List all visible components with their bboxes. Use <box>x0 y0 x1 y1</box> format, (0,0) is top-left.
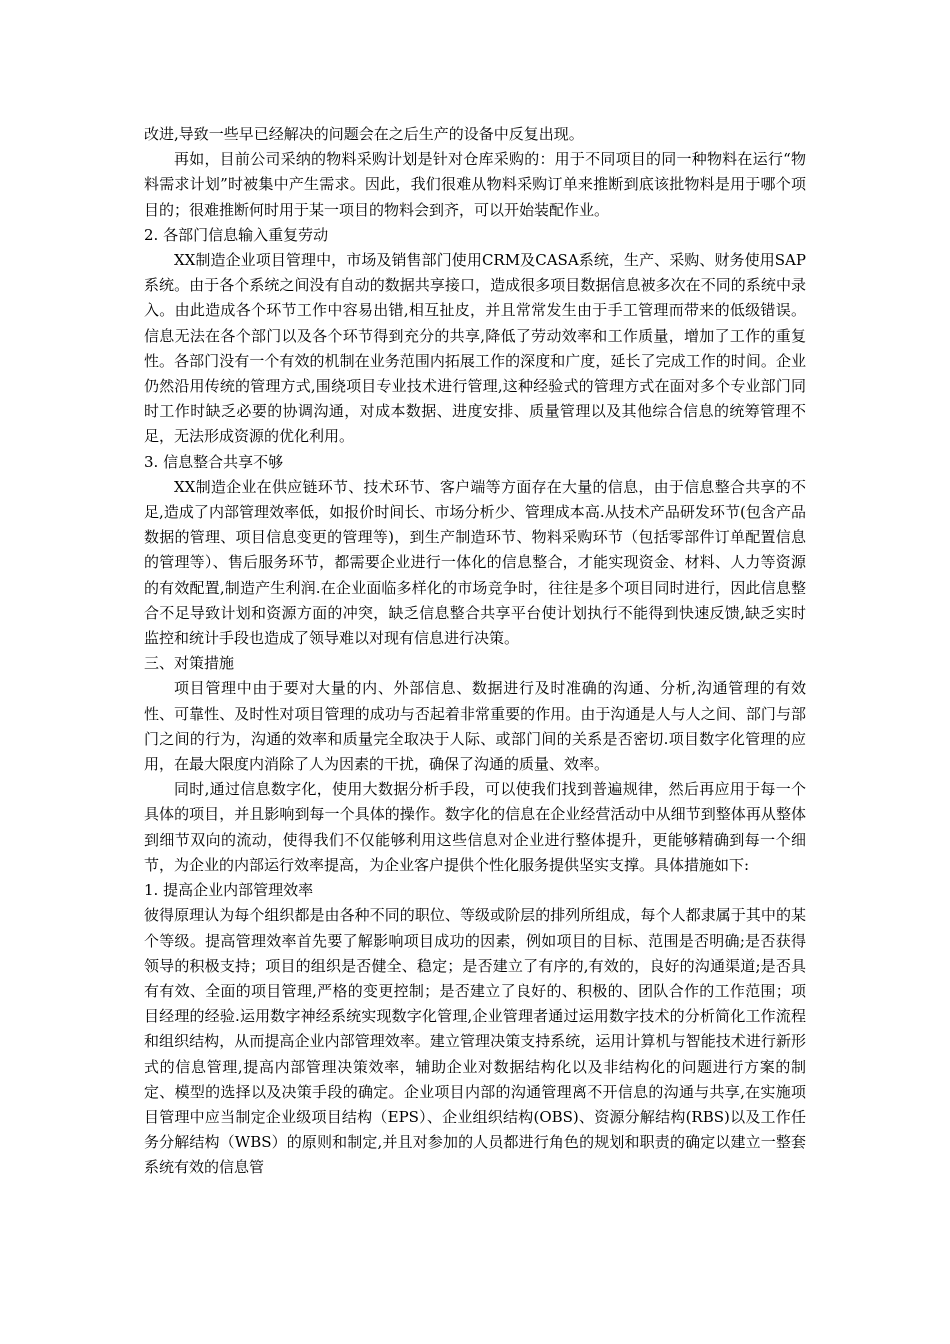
paragraph: 彼得原理认为每个组织都是由各种不同的职位、等级或阶层的排列所组成，每个人都隶属于其中的某个等级。提高管理效率首先要了解影响项目成功的因素，例如项目的目标、范围是否明确;是否获得领导的积极支持；项目的组织是否健全、稳定；是否建立了有序的,有效的，良好的沟通渠道;是否具有有效、全面的项目管理,严格的变更控制；是否建立了良好的、积极的、团队合作的工作范围；项目经理的经验.运用数字神经系统实现数字化管理,企业管理者通过运用数字技术的分析简化工作流程和组织结构，从而提高企业内部管理效率。建立管理决策支持系统，运用计算机与智能技术进行新形式的信息管理,提高内部管理决策效率，辅助企业对数据结构化以及非结构化的问题进行方案的制定、模型的选择以及决策手段的确定。企业项目内部的沟通管理离不开信息的沟通与共享,在实施项目管理中应当制定企业级项目结构（EPS）、企业组织结构(OBS)、资源分解结构(RBS)以及工作任务分解结构（WBS）的原则和制定,并且对参加的人员都进行角色的规划和职责的确定以建立一整套系统有效的信息管 <box>144 906 806 1177</box>
paragraph: 再如，目前公司采纳的物料采购计划是针对仓库采购的：用于不同项目的同一种物料在运行“物料需求计划”时被集中产生需求。因此，我们很难从物料采购订单来推断到底该批物料是用于哪个项目的；很难推断何时用于某一项目的物料会到齐，可以开始装配作业。 <box>144 150 806 219</box>
paragraph: 同时,通过信息数字化，使用大数据分析手段，可以使我们找到普遍规律，然后再应用于每一个具体的项目，并且影响到每一个具体的操作。数字化的信息在企业经营活动中从细节到整体再从整体到细节双向的流动，使得我们不仅能够利用这些信息对企业进行整体提升，更能够精确到每一个细节，为企业的内部运行效率提高，为企业客户提供个性化服务提供坚实支撑。具体措施如下: <box>144 780 806 874</box>
section-heading: 3. 信息整合共享不够 <box>144 452 284 471</box>
section-heading: 三、对策措施 <box>144 654 235 673</box>
document-body <box>144 122 806 1181</box>
paragraph: 项目管理中由于要对大量的内、外部信息、数据进行及时准确的沟通、分析,沟通管理的有效性、可靠性、及时性对项目管理的成功与否起着非常重要的作用。由于沟通是人与人之间、部门与部门之间的行为，沟通的效率和质量完全取决于人际、或部门间的关系是否密切.项目数字化管理的应用，在最大限度内消除了人为因素的干扰，确保了沟通的质量、效率。 <box>144 679 806 774</box>
paragraph: XX制造企业在供应链环节、技术环节、客户端等方面存在大量的信息，由于信息整合共享的不足,造成了内部管理效率低，如报价时间长、市场分析少、管理成本高.从技术产品研发环节(包含产品数据的管理、项目信息变更的管理等)，到生产制造环节、物料采购环节（包括零部件订单配置信息的管理等）、售后服务环节，都需要企业进行一体化的信息整合，才能实现资金、材料、人力等资源的有效配置,制造产生利润.在企业面临多样化的市场竞争时，往往是多个项目同时进行，因此信息整合不足导致计划和资源方面的冲突，缺乏信息整合共享平台使计划执行不能得到快速反馈,缺乏实时监控和统计手段也造成了领导难以对现有信息进行决策。 <box>144 477 806 648</box>
section-heading: 1. 提高企业内部管理效率 <box>144 881 314 900</box>
paragraph: XX制造企业项目管理中，市场及销售部门使用CRM及CASA系统，生产、采购、财务使用SAP系统。由于各个系统之间没有自动的数据共享接口，造成很多项目数据信息被多次在不同的系统中录入。由此造成各个环节工作中容易出错,相互扯皮，并且常常发生由于手工管理而带来的低级错误。信息无法在各个部门以及各个环节得到充分的共享,降低了劳动效率和工作质量，增加了工作的重复性。各部门没有一个有效的机制在业务范围内拓展工作的深度和广度，延长了完成工作的时间。企业仍然沿用传统的管理方式,围绕项目专业技术进行管理,这种经验式的管理方式在面对多个专业部门同时工作时缺乏必要的协调沟通，对成本数据、进度安排、质量管理以及其他综合信息的统筹管理不足，无法形成资源的优化利用。 <box>144 251 806 446</box>
paragraph: 改进,导致一些早已经解决的问题会在之后生产的设备中反复出现。 <box>144 125 584 143</box>
section-heading: 2. 各部门信息输入重复劳动 <box>144 225 329 244</box>
